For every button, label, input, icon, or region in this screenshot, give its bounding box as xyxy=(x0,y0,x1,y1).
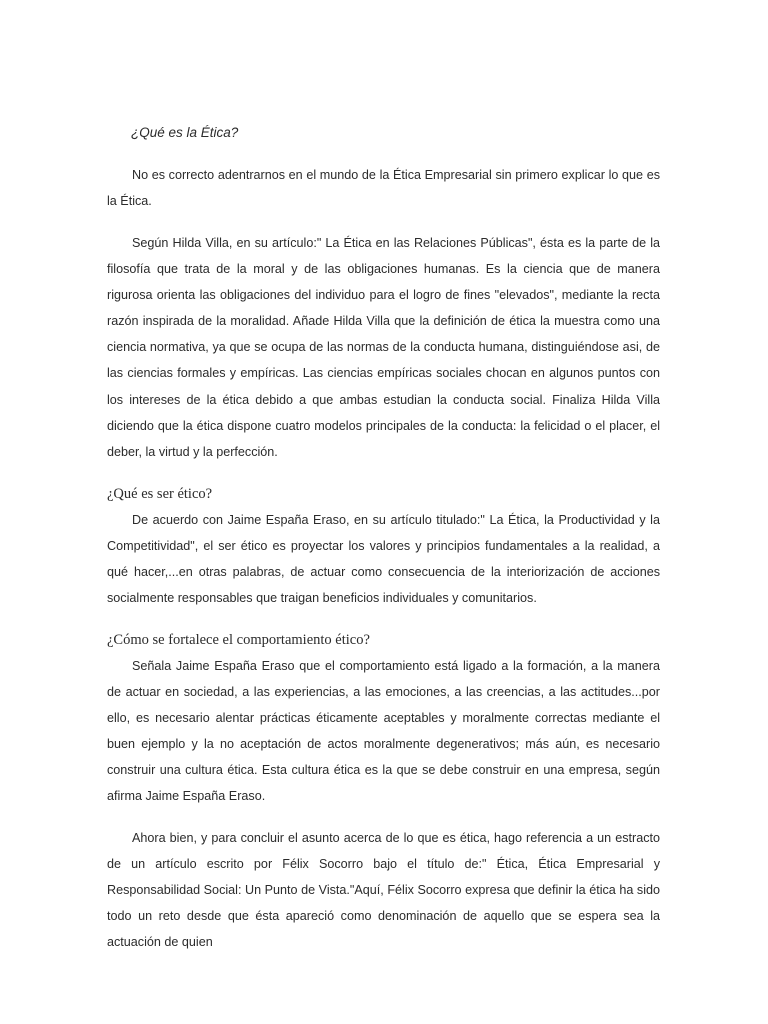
intro-paragraph: No es correcto adentrarnos en el mundo de la Ética Empresarial sin primero explicar lo que es la Ética. xyxy=(107,168,660,209)
ser-etico-paragraph: De acuerdo con Jaime España Eraso, en su artículo titulado:" La Ética, la Productividad y la Competitividad", el ser ético es proyectar los valores y principios fundamentales a la realidad, a qué hacer,...en otras palabras, de actuar como consecuencia de la interiorización de acciones socialmente responsables que traigan beneficios individuales y comunitarios. xyxy=(107,513,660,606)
comportamiento-paragraph: Señala Jaime España Eraso que el comportamiento está ligado a la formación, a la manera de actuar en sociedad, a las experiencias, a las emociones, a las creencias, a las actitudes...por ello, es necesario alentar prácticas éticamente aceptables y moralmente correctas mediante el buen ejemplo y la no aceptación de actos moralmente degenerativos; más aún, es necesario construir una cultura ética. Esta cultura ética es la que se debe construir en una empresa, según afirma Jaime España Eraso. xyxy=(107,659,660,804)
section-heading-ser-etico: ¿Qué es ser ético? xyxy=(107,486,213,502)
definition-paragraph: Según Hilda Villa, en su artículo:" La Ética en las Relaciones Públicas", ésta es la parte de la filosofía que trata de la moral y de las obligaciones humanas. Es la ciencia que de manera rigurosa orienta las obligaciones del individuo para el logro de fines "elevados", mediante la recta razón inspirada de la moralidad. Añade Hilda Villa que la definición de ética la muestra como una ciencia normativa, ya que se ocupa de las normas de la conducta humana, distinguiéndose asi, de las ciencias formales y empíricas. Las ciencias empíricas sociales chocan en algunos puntos con los intereses de la ética debido a que ambas estudian la conducta social. Finaliza Hilda Villa diciendo que la ética dispone cuatro modelos principales de la conducta: la felicidad o el placer, el deber, la virtud y la perfección. xyxy=(107,236,660,459)
section-heading-comportamiento: ¿Cómo se fortalece el comportamiento ético? xyxy=(107,632,370,648)
conclusion-paragraph: Ahora bien, y para concluir el asunto acerca de lo que es ética, hago referencia a un estracto de un artículo escrito por Félix Socorro bajo el título de:" Ética, Ética Empresarial y Responsabilidad Social: Un Punto de Vista."Aquí, Félix Socorro expresa que definir la ética ha sido todo un reto desde que ésta apareció como denominación de aquello que se espera sea la actuación de quien xyxy=(107,831,660,950)
page-title: ¿Qué es la Ética? xyxy=(131,125,239,140)
